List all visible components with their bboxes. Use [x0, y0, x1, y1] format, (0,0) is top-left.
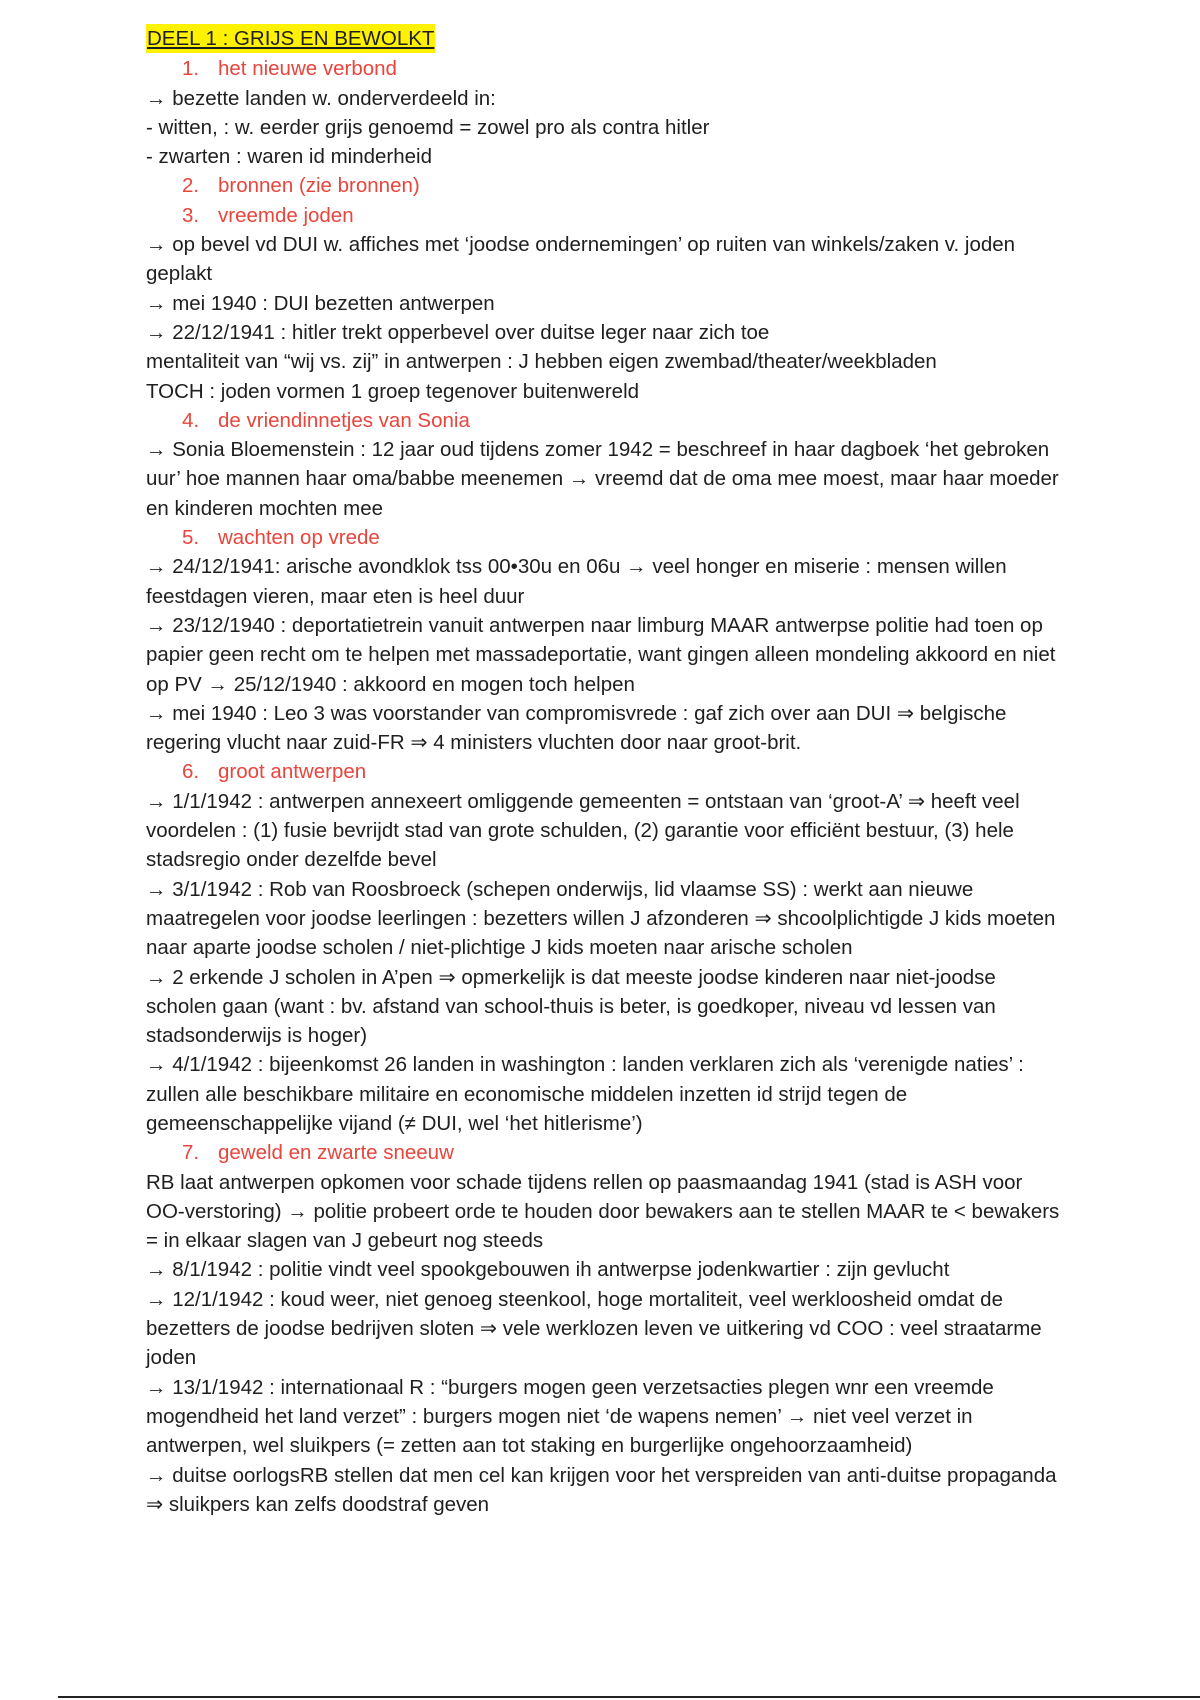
section-heading	[146, 757, 1066, 786]
body-line: → duitse oorlogsRB stellen dat men cel kan krijgen voor het verspreiden van anti-duitse propaganda ⇒ sluikpers kan zelfs doodstraf geven	[146, 1463, 1057, 1516]
body-line: → Sonia Bloemenstein : 12 jaar oud tijdens zomer 1942 = beschreef in haar dagboek ‘het gebroken uur’ hoe mannen haar oma/babbe meenemen → vreemd dat de oma mee moest, maar haar moeder en kinderen mochten mee	[146, 438, 1059, 520]
body-line: → 13/1/1942 : internationaal R : “burgers mogen geen verzetsacties plegen wnr een vreemde mogendheid het land verzet” : burgers mogen niet ‘de wapens nemen’ → niet veel verzet in antwerpen, wel sluikpers (= zetten aan tot staking en burgerlijke ongehoorzaamheid)	[146, 1375, 994, 1458]
page-bottom-rule	[58, 1696, 1200, 1698]
body-line: → 12/1/1942 : koud weer, niet genoeg steenkool, hoge mortaliteit, veel werkloosheid omdat de bezetters de joodse bedrijven sloten ⇒ vele werklozen leven ve uitkering vd COO : veel straatarme joden	[146, 1287, 1042, 1370]
body-line: → mei 1940 : Leo 3 was voorstander van compromisvrede : gaf zich over aan DUI ⇒ belgische regering vlucht naar zuid-FR ⇒ 4 ministers vluchten door naar groot-brit.	[146, 701, 1007, 755]
section-heading-text: groot antwerpen	[218, 760, 367, 784]
section-heading-text: vreemde joden	[218, 203, 354, 227]
section-number: 3.	[182, 203, 200, 227]
section-heading-text: bronnen (zie bronnen)	[218, 174, 420, 198]
section-heading-text: de vriendinnetjes van Sonia	[218, 408, 470, 432]
section-number: 5.	[182, 526, 200, 550]
body-line: → 4/1/1942 : bijeenkomst 26 landen in washington : landen verklaren zich als ‘verenigde naties’ : zullen alle beschikbare militaire en economische middelen inzetten id strijd tegen de gemeenschappelijke vijand (≠ DUI, wel ‘het hitlerisme’)	[146, 1053, 1024, 1135]
section-number: 4.	[182, 408, 200, 432]
page-title	[146, 24, 1066, 54]
body-line: RB laat antwerpen opkomen voor schade tijdens rellen op paasmaandag 1941 (stad is ASH voor OO-verstoring) → politie probeert orde te houden door bewakers aan te stellen MAAR te < bewakers = in elkaar slagen van J gebeurt nog steeds	[146, 1170, 1060, 1253]
body-line: → bezette landen w. onderverdeeld in:	[146, 86, 496, 110]
section-heading	[146, 523, 1066, 552]
body-line: → 8/1/1942 : politie vindt veel spookgebouwen ih antwerpse jodenkwartier : zijn gevlucht	[146, 1258, 950, 1282]
section-heading	[146, 406, 1066, 435]
body-line: TOCH : joden vormen 1 groep tegenover buitenwereld	[146, 379, 640, 403]
body-line: → 22/12/1941 : hitler trekt opperbevel over duitse leger naar zich toe	[146, 320, 770, 344]
body-line: → 3/1/1942 : Rob van Roosbroeck (schepen onderwijs, lid vlaamse SS) : werkt aan nieuwe maatregelen voor joodse leerlingen : bezetters willen J afzonderen ⇒ shcoolplichtigde J kids moeten naar aparte joodse scholen / niet-plichtige J kids moeten naar arische scholen	[146, 877, 1056, 960]
title-highlight: DEEL 1 : GRIJS EN BEWOLKT	[146, 24, 435, 53]
section-heading	[146, 171, 1066, 200]
section-heading-text: het nieuwe verbond	[218, 57, 397, 81]
body-line: mentaliteit van “wij vs. zij” in antwerpen : J hebben eigen zwembad/theater/weekbladen	[146, 350, 937, 374]
section-number: 6.	[182, 760, 200, 784]
body-line: - zwarten : waren id minderheid	[146, 145, 432, 169]
section-heading	[146, 1138, 1066, 1167]
body-line: - witten, : w. eerder grijs genoemd = zowel pro als contra hitler	[146, 115, 710, 139]
body-line: → 23/12/1940 : deportatietrein vanuit antwerpen naar limburg MAAR antwerpse politie had toen op papier geen recht om te helpen met massadeportatie, want gingen alleen mondeling akkoord en niet op PV → 25/12/1940 : akkoord en mogen toch helpen	[146, 613, 1056, 696]
body-line: → 2 erkende J scholen in A’pen ⇒ opmerkelijk is dat meeste joodse kinderen naar niet-joodse scholen gaan (want : bv. afstand van school-thuis is beter, is goedkoper, niveau vd lessen van stadsonderwijs is hoger)	[146, 965, 996, 1048]
document-page	[146, 24, 1066, 1519]
section-heading	[146, 201, 1066, 230]
section-number: 7.	[182, 1141, 200, 1165]
section-heading-text: wachten op vrede	[218, 526, 380, 550]
sections-container	[146, 54, 1066, 1519]
section-heading-text: geweld en zwarte sneeuw	[218, 1141, 454, 1165]
body-line: → op bevel vd DUI w. affiches met ‘joodse ondernemingen’ op ruiten van winkels/zaken v. joden geplakt	[146, 233, 1016, 286]
section-number: 2.	[182, 174, 200, 198]
section-number: 1.	[182, 57, 200, 81]
body-line: → mei 1940 : DUI bezetten antwerpen	[146, 291, 495, 315]
section-heading	[146, 54, 1066, 83]
body-line: → 24/12/1941: arische avondklok tss 00•30u en 06u → veel honger en miserie : mensen willen feestdagen vieren, maar eten is heel duur	[146, 555, 1007, 608]
body-line: → 1/1/1942 : antwerpen annexeert omliggende gemeenten = ontstaan van ‘groot-A’ ⇒ heeft veel voordelen : (1) fusie bevrijdt stad van grote schulden, (2) garantie voor efficiënt bestuur, (3) hele stadsregio onder dezelfde bevel	[146, 789, 1020, 872]
